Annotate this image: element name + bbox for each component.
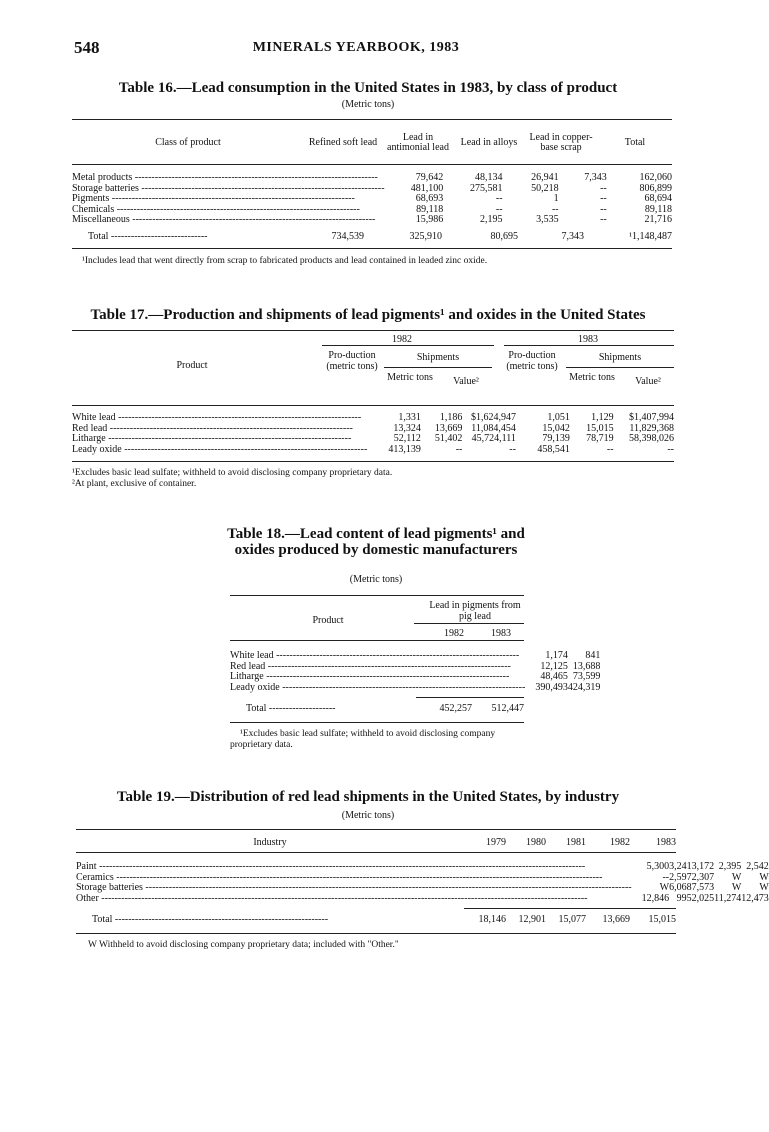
t18-cell: 13,688: [572, 660, 601, 672]
t19-cell: 2,025: [691, 892, 715, 904]
t17-col-metric-1982: Metric tons: [387, 372, 433, 383]
table-row: [76, 894, 769, 905]
t16-col-class: Class of product: [155, 136, 221, 148]
t17-year-1982: 1982: [392, 334, 412, 345]
t19-row-label: Ceramics --------------------------------------------------------------------------------------------------------------------------------------------------: [76, 871, 603, 883]
t18-cell: 73,599: [572, 671, 601, 682]
t16-cell: 275,581: [470, 182, 503, 194]
t17-row-label: White lead -------------------------------------------------------------------------: [72, 412, 362, 423]
t16-row-label: Metal products -------------------------------------------------------------------------: [72, 172, 378, 183]
table18-unit: (Metric tons): [349, 574, 403, 585]
table18-total: [230, 704, 524, 715]
t19-col-1982: 1982: [610, 836, 630, 848]
row-label-text: Miscellaneous: [72, 214, 130, 225]
t17-cell: 11,084,454: [471, 422, 516, 434]
t16-cell: --: [600, 193, 607, 204]
t17-cell: 45,724,111: [471, 433, 516, 444]
t17-cell: --: [455, 443, 463, 455]
t19-cell: 2,307: [691, 871, 715, 883]
table17-header: [72, 331, 674, 405]
table-row: [76, 862, 769, 873]
table19: [76, 829, 769, 951]
t16-total-copper: 7,343: [561, 230, 584, 242]
t19-cell: W: [759, 871, 769, 883]
t19-row-label: Storage batteries --------------------------------------------------------------------------------------------------------------------------------------------------: [76, 882, 632, 893]
t18-total-label: Total --------------------: [246, 703, 336, 714]
t16-cell: 1: [553, 193, 559, 204]
t19-cell: W: [731, 871, 742, 883]
t17-col-production-1983: Pro-duction (metric tons): [506, 350, 558, 372]
table19-unit: (Metric tons): [341, 810, 395, 821]
row-label-text: Pigments: [72, 193, 110, 204]
row-label-text: Ceramics: [76, 871, 114, 883]
t17-col-product: Product: [176, 360, 208, 371]
table-row: [72, 232, 672, 243]
table19-total: [76, 915, 676, 926]
t16-cell: --: [495, 193, 503, 204]
t18-cell: 841: [585, 650, 601, 661]
t19-cell: --: [662, 871, 670, 883]
table16-body: [72, 173, 672, 226]
t17-cell: --: [606, 443, 614, 455]
table18: [230, 595, 601, 751]
t19-row-label: Other --------------------------------------------------------------------------------------------------------------------------------------------------: [76, 892, 588, 904]
table19-header: [76, 834, 676, 848]
t19-col-1983: 1983: [656, 836, 676, 848]
t17-col-value-1982: Value²: [453, 376, 479, 387]
table18-body: [230, 651, 600, 693]
table-row: [230, 651, 600, 662]
t18-row-label: White lead -------------------------------------------------------------------------: [230, 650, 520, 661]
t17-cell: --: [509, 443, 516, 455]
t19-total-1980: 12,901: [518, 914, 546, 925]
t17-row-label: Red lead -------------------------------------------------------------------------: [72, 422, 353, 434]
row-label-text: Chemicals: [72, 203, 115, 215]
table17-title: Table 17.—Production and shipments of lead pigments¹ and oxides in the United States: [90, 307, 646, 323]
t19-cell: 995: [676, 892, 692, 904]
t16-cell: --: [495, 203, 503, 215]
t16-cell: 79,642: [415, 172, 444, 183]
table19-title: Table 19.—Distribution of red lead shipments in the United States, by industry: [116, 789, 620, 805]
t17-col-metric-1983: Metric tons: [569, 372, 615, 383]
row-label-text: Other: [76, 892, 99, 904]
t16-cell: 68,694: [644, 193, 672, 204]
t16-row-label: Storage batteries -------------------------------------------------------------------------: [72, 182, 385, 194]
t16-col-refined: Refined soft lead: [308, 136, 378, 148]
t17-row-label: Litharge -------------------------------------------------------------------------: [72, 433, 352, 444]
t17-cell: $1,407,994: [629, 412, 674, 423]
t17-cell: 79,139: [542, 433, 570, 444]
t17-cell: $1,624,947: [470, 412, 516, 423]
t18-cell: 424,319: [567, 681, 601, 693]
table-row: [76, 915, 676, 926]
t16-col-alloys: Lead in alloys: [460, 136, 518, 148]
t17-cell: 51,402: [434, 433, 463, 444]
t19-cell: 2,597: [669, 871, 692, 883]
t17-cell: 11,829,368: [629, 422, 674, 434]
t16-cell: 48,134: [475, 172, 503, 183]
table16-title: Table 16.—Lead consumption in the United States in 1983, by class of product: [118, 80, 618, 96]
table-row: [72, 173, 672, 184]
t19-col-1980: 1980: [526, 836, 546, 848]
row-label-text: Metal products: [72, 172, 133, 183]
t16-cell: 3,535: [536, 214, 559, 225]
t16-cell: 481,100: [410, 182, 444, 194]
t18-cell: 390,493: [535, 681, 568, 693]
table17: [72, 330, 674, 490]
t19-total-1979: 18,146: [478, 914, 506, 925]
t18-total-1983: 512,447: [491, 703, 524, 714]
t18-cell: 1,174: [545, 650, 568, 661]
t19-cell: 6,068: [669, 882, 692, 893]
table-row: [72, 445, 674, 456]
row-label-text: Leady oxide: [72, 443, 122, 455]
t17-cell: 1,186: [439, 412, 463, 423]
row-label-text: Leady oxide: [230, 681, 280, 693]
row-label-text: Red lead: [72, 422, 108, 434]
t19-cell: 3,172: [691, 861, 715, 872]
t16-row-label: Pigments -------------------------------------------------------------------------: [72, 193, 355, 204]
table16-footnote: ¹Includes lead that went directly from scrap to fabricated products and lead contained in leaded zinc oxide.: [82, 256, 488, 266]
t16-cell: 89,118: [416, 203, 444, 215]
t18-col-group: Lead in pigments from pig lead: [429, 600, 521, 622]
t16-total-refined: 734,539: [331, 230, 364, 242]
table19-footnote: W Withheld to avoid disclosing company proprietary data; included with "Other.": [88, 939, 399, 950]
table16: [72, 119, 672, 267]
table-row: [230, 704, 524, 715]
table16-unit: (Metric tons): [341, 99, 395, 110]
t17-cell: 1,129: [591, 412, 614, 423]
t18-total-1982: 452,257: [439, 703, 472, 714]
t16-total-total: ¹1,148,487: [629, 230, 672, 242]
t19-cell: W: [759, 882, 769, 893]
t19-col-1981: 1981: [566, 836, 586, 848]
t16-cell: 21,716: [644, 214, 672, 225]
t16-cell: 50,218: [531, 182, 559, 194]
t16-cell: --: [551, 203, 559, 215]
table17-footnote-2: ²At plant, exclusive of container.: [72, 479, 197, 489]
t19-cell: 3,241: [669, 861, 692, 872]
t17-cell: --: [667, 443, 674, 455]
t19-cell: 7,573: [691, 882, 715, 893]
table16-total: [72, 232, 672, 243]
t16-cell: 162,060: [639, 172, 672, 183]
t16-col-total: Total: [624, 136, 646, 148]
t16-cell: 806,899: [639, 182, 672, 194]
t17-cell: 13,324: [393, 422, 421, 434]
t17-year-1983: 1983: [578, 334, 598, 345]
t16-cell: --: [600, 182, 607, 194]
page-number: 548: [74, 38, 100, 57]
t17-cell: 413,139: [388, 443, 421, 455]
row-label-text: Paint: [76, 861, 97, 872]
t19-cell: 12,846: [641, 892, 670, 904]
t19-cell: 11,274: [714, 892, 742, 904]
t19-total-1981: 15,077: [558, 914, 586, 925]
table17-footnote-1: ¹Excludes basic lead sulfate; withheld to avoid disclosing company proprietary data.: [72, 468, 393, 478]
t17-col-shipments-1982: Shipments: [416, 352, 460, 363]
t16-cell: 15,986: [415, 214, 444, 225]
t18-row-label: Red lead -------------------------------------------------------------------------: [230, 660, 511, 672]
t17-cell: 78,719: [586, 433, 614, 444]
t18-row-label: Litharge -------------------------------------------------------------------------: [230, 671, 510, 682]
t16-cell: 68,693: [415, 193, 444, 204]
t17-cell: 458,541: [537, 443, 570, 455]
t17-cell: 1,331: [398, 412, 421, 423]
t17-col-shipments-1983: Shipments: [598, 352, 642, 363]
t16-total-antimonial: 325,910: [409, 230, 442, 242]
table-row: [72, 194, 672, 205]
t18-row-label: Leady oxide -------------------------------------------------------------------------: [230, 681, 526, 693]
t17-cell: 13,669: [434, 422, 463, 434]
t16-cell: 2,195: [480, 214, 503, 225]
t17-col-value-1983: Value²: [635, 376, 661, 387]
t17-cell: 15,015: [586, 422, 614, 434]
t18-col-product: Product: [312, 615, 344, 626]
t16-col-copper: Lead in copper-base scrap: [529, 131, 593, 153]
t16-total-label: Total -----------------------------: [88, 230, 208, 242]
t18-cell: 12,125: [540, 660, 568, 672]
table19-body: [76, 862, 769, 904]
row-label-text: Storage batteries: [76, 882, 143, 893]
t19-total-1983: 15,015: [648, 914, 676, 925]
t19-total-1982: 13,669: [602, 914, 630, 925]
row-label-text: Litharge: [230, 671, 264, 682]
table-row: [230, 672, 600, 683]
t16-row-label: Miscellaneous -------------------------------------------------------------------------: [72, 214, 376, 225]
table-row: [72, 413, 674, 424]
t18-col-1983: 1983: [491, 628, 511, 639]
t19-row-label: Paint --------------------------------------------------------------------------------------------------------------------------------------------------: [76, 861, 586, 872]
t19-cell: W: [659, 882, 670, 893]
row-label-text: Litharge: [72, 433, 106, 444]
running-head: MINERALS YEARBOOK, 1983: [252, 40, 460, 55]
t17-col-production-1982: Pro-duction (metric tons): [326, 350, 378, 372]
t19-total-label: Total ----------------------------------------------------------------: [92, 914, 329, 925]
t19-cell: 2,395: [718, 861, 742, 872]
t19-cell: 5,300: [646, 861, 670, 872]
table18-header: [230, 596, 524, 640]
t17-cell: 1,051: [547, 412, 570, 423]
t19-cell: 12,473: [741, 892, 769, 904]
row-label-text: Storage batteries: [72, 182, 139, 194]
t16-row-label: Chemicals -------------------------------------------------------------------------: [72, 203, 360, 215]
t17-cell: 58,398,026: [629, 433, 674, 444]
table17-body: [72, 413, 674, 455]
table-row: [76, 883, 769, 894]
t19-cell: W: [731, 882, 742, 893]
t17-cell: 15,042: [542, 422, 570, 434]
t19-col-industry: Industry: [253, 836, 287, 848]
table-row: [72, 215, 672, 226]
t19-col-1979: 1979: [486, 836, 506, 848]
t16-cell: 89,118: [644, 203, 672, 215]
t17-row-label: Leady oxide -------------------------------------------------------------------------: [72, 443, 368, 455]
table-row: [230, 683, 600, 694]
t19-cell: 2,542: [746, 861, 769, 872]
table-row: [72, 434, 674, 445]
t16-cell: --: [600, 214, 607, 225]
t16-total-alloys: 80,695: [490, 230, 518, 242]
row-label-text: White lead: [230, 650, 274, 661]
t18-cell: 48,465: [540, 671, 568, 682]
row-label-text: White lead: [72, 412, 116, 423]
table16-header: [72, 125, 672, 161]
t16-col-antimonial: Lead in antimonial lead: [387, 131, 449, 153]
t16-cell: --: [600, 203, 607, 215]
row-label-text: Red lead: [230, 660, 266, 672]
table18-title: Table 18.—Lead content of lead pigments¹ and oxides produced by domestic manufacturers: [227, 526, 525, 558]
t18-col-1982: 1982: [444, 628, 464, 639]
t16-cell: 7,343: [584, 172, 607, 183]
t17-cell: 52,112: [393, 433, 421, 444]
table18-footnote: ¹Excludes basic lead sulfate; withheld to avoid disclosing company proprietary data.: [230, 728, 496, 750]
t16-cell: 26,941: [531, 172, 559, 183]
